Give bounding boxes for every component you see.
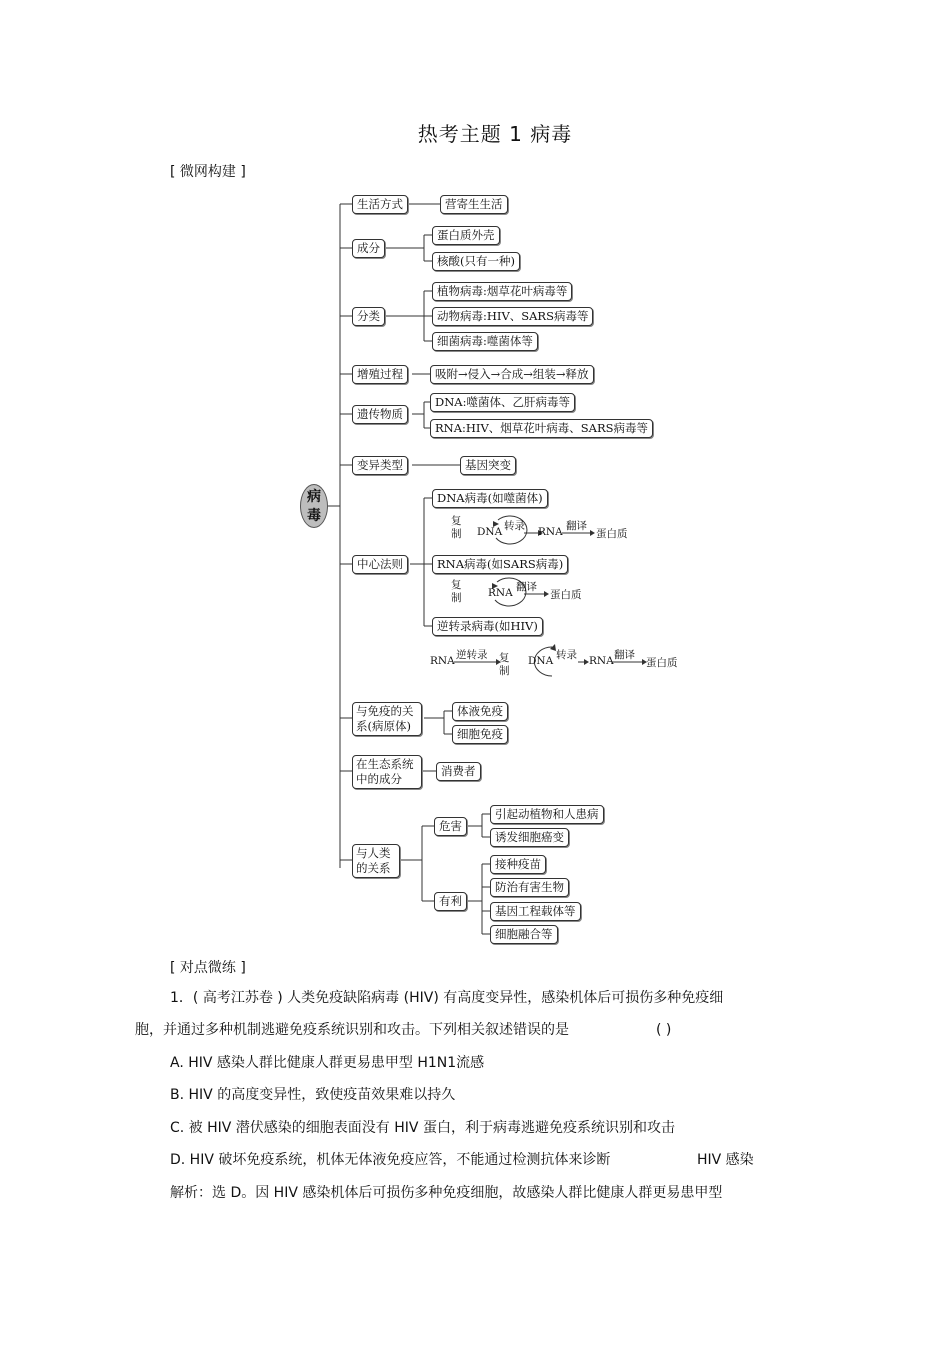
root-label: 病毒 bbox=[307, 489, 321, 524]
flow-translate-label-1: 翻译 bbox=[566, 520, 587, 532]
leaf-consumer: 消费者 bbox=[436, 762, 481, 781]
leaf-harm: 危害 bbox=[434, 817, 467, 836]
flow-dna-node-3: DNA bbox=[528, 655, 554, 667]
flow-translate-label-2: 翻译 bbox=[516, 581, 537, 593]
leaf-pest-control: 防治有害生物 bbox=[490, 878, 569, 897]
leaf-dna-virus-example: DNA病毒(如噬菌体) bbox=[432, 489, 548, 508]
leaf-plant-virus: 植物病毒:烟草花叶病毒等 bbox=[432, 282, 572, 301]
leaf-cause-disease: 引起动植物和人患病 bbox=[490, 805, 604, 824]
section-heading-mindmap: [ 微网构建 ] bbox=[170, 164, 246, 180]
branch-human-relation: 与人类的关系 bbox=[352, 844, 400, 878]
flow-transcribe-label-3: 转录 bbox=[556, 649, 577, 661]
branch-classification: 分类 bbox=[352, 307, 385, 326]
leaf-protein-coat: 蛋白质外壳 bbox=[432, 226, 500, 245]
flow-rna-node-1: RNA bbox=[538, 526, 563, 538]
flow-protein-node-1: 蛋白质 bbox=[596, 528, 628, 540]
leaf-genetic-vector: 基因工程载体等 bbox=[490, 902, 581, 921]
branch-proliferation: 增殖过程 bbox=[352, 365, 408, 384]
flow-dna-node-1: DNA bbox=[477, 526, 503, 538]
branch-central-dogma: 中心法则 bbox=[352, 555, 408, 574]
branch-variation: 变异类型 bbox=[352, 456, 408, 475]
leaf-rna-viruses: RNA:HIV、烟草花叶病毒、SARS病毒等 bbox=[430, 419, 653, 438]
flow-replicate-label-2: 复 bbox=[451, 579, 462, 591]
flow-protein-node-2: 蛋白质 bbox=[550, 589, 582, 601]
flow-replicate-label-1b: 制 bbox=[451, 528, 462, 540]
leaf-retrovirus-example: 逆转录病毒(如HIV) bbox=[432, 617, 543, 636]
leaf-vaccination: 接种疫苗 bbox=[490, 855, 546, 874]
analysis-text: 解析：选 D。因 HIV 感染机体后可损伤多种免疫细胞，故感染人群比健康人群更易患甲型 bbox=[170, 1185, 723, 1201]
leaf-cellular-immunity: 细胞免疫 bbox=[452, 725, 508, 744]
concept-map bbox=[300, 188, 678, 948]
page-title: 热考主题 1 病毒 bbox=[417, 122, 573, 146]
leaf-gene-mutation: 基因突变 bbox=[460, 456, 516, 475]
branch-composition: 成分 bbox=[352, 239, 385, 258]
leaf-animal-virus: 动物病毒:HIV、SARS病毒等 bbox=[432, 307, 593, 326]
option-a: A. HIV 感染人群比健康人群更易患甲型 H1N1流感 bbox=[170, 1055, 485, 1071]
option-c: C. 被 HIV 潜伏感染的细胞表面没有 HIV 蛋白，利于病毒逃避免疫系统识别和攻击 bbox=[170, 1120, 675, 1136]
flow-replicate-label-1: 复 bbox=[451, 515, 462, 527]
leaf-parasitic: 营寄生生活 bbox=[440, 195, 508, 214]
leaf-cell-fusion: 细胞融合等 bbox=[490, 925, 558, 944]
branch-lifestyle: 生活方式 bbox=[352, 195, 408, 214]
option-b: B. HIV 的高度变异性，致使疫苗效果难以持久 bbox=[170, 1087, 456, 1103]
branch-immunity: 与免疫的关系(病原体) bbox=[352, 702, 422, 736]
branch-genetic-material: 遗传物质 bbox=[352, 405, 408, 424]
question-stem-line2: 胞，并通过多种机制逃避免疫系统识别和攻击。下列相关叙述错误的是 bbox=[135, 1022, 569, 1038]
option-d-tail: HIV 感染 bbox=[697, 1152, 754, 1168]
leaf-proliferation-steps: 吸附→侵入→合成→组装→释放 bbox=[430, 365, 594, 384]
leaf-benefit: 有利 bbox=[434, 892, 467, 911]
flow-rna-node-3b: RNA bbox=[589, 655, 614, 667]
option-d: D. HIV 破坏免疫系统，机体无体液免疫应答，不能通过检测抗体来诊断 bbox=[170, 1152, 611, 1168]
branch-ecosystem: 在生态系统中的成分 bbox=[352, 755, 422, 789]
leaf-nucleic-acid: 核酸(只有一种) bbox=[432, 252, 520, 271]
flow-replicate-label-2b: 制 bbox=[451, 592, 462, 604]
leaf-bacterial-virus: 细菌病毒:噬菌体等 bbox=[432, 332, 538, 351]
leaf-humoral-immunity: 体液免疫 bbox=[452, 702, 508, 721]
flow-rna-node-2: RNA bbox=[488, 587, 513, 599]
flow-rna-node-3: RNA bbox=[430, 655, 455, 667]
answer-parentheses: ( ) bbox=[656, 1022, 672, 1038]
leaf-rna-virus-example: RNA病毒(如SARS病毒) bbox=[432, 555, 568, 574]
flow-replicate-label-3: 复 bbox=[499, 652, 510, 664]
flow-protein-node-3: 蛋白质 bbox=[646, 657, 678, 669]
leaf-induce-cancer: 诱发细胞癌变 bbox=[490, 828, 569, 847]
flow-reverse-label-3: 逆转录 bbox=[456, 649, 488, 661]
leaf-dna-viruses: DNA:噬菌体、乙肝病毒等 bbox=[430, 393, 575, 412]
section-heading-practice: [ 对点微练 ] bbox=[170, 960, 246, 976]
flow-translate-label-3: 翻译 bbox=[614, 649, 635, 661]
flow-transcribe-label-1: 转录 bbox=[504, 520, 525, 532]
question-stem-line1: 1．( 高考江苏卷 ) 人类免疫缺陷病毒 (HIV) 有高度变异性，感染机体后可损伤多种免疫细 bbox=[170, 990, 724, 1006]
flow-replicate-label-3b: 制 bbox=[499, 665, 510, 677]
root-node-virus bbox=[300, 484, 328, 528]
